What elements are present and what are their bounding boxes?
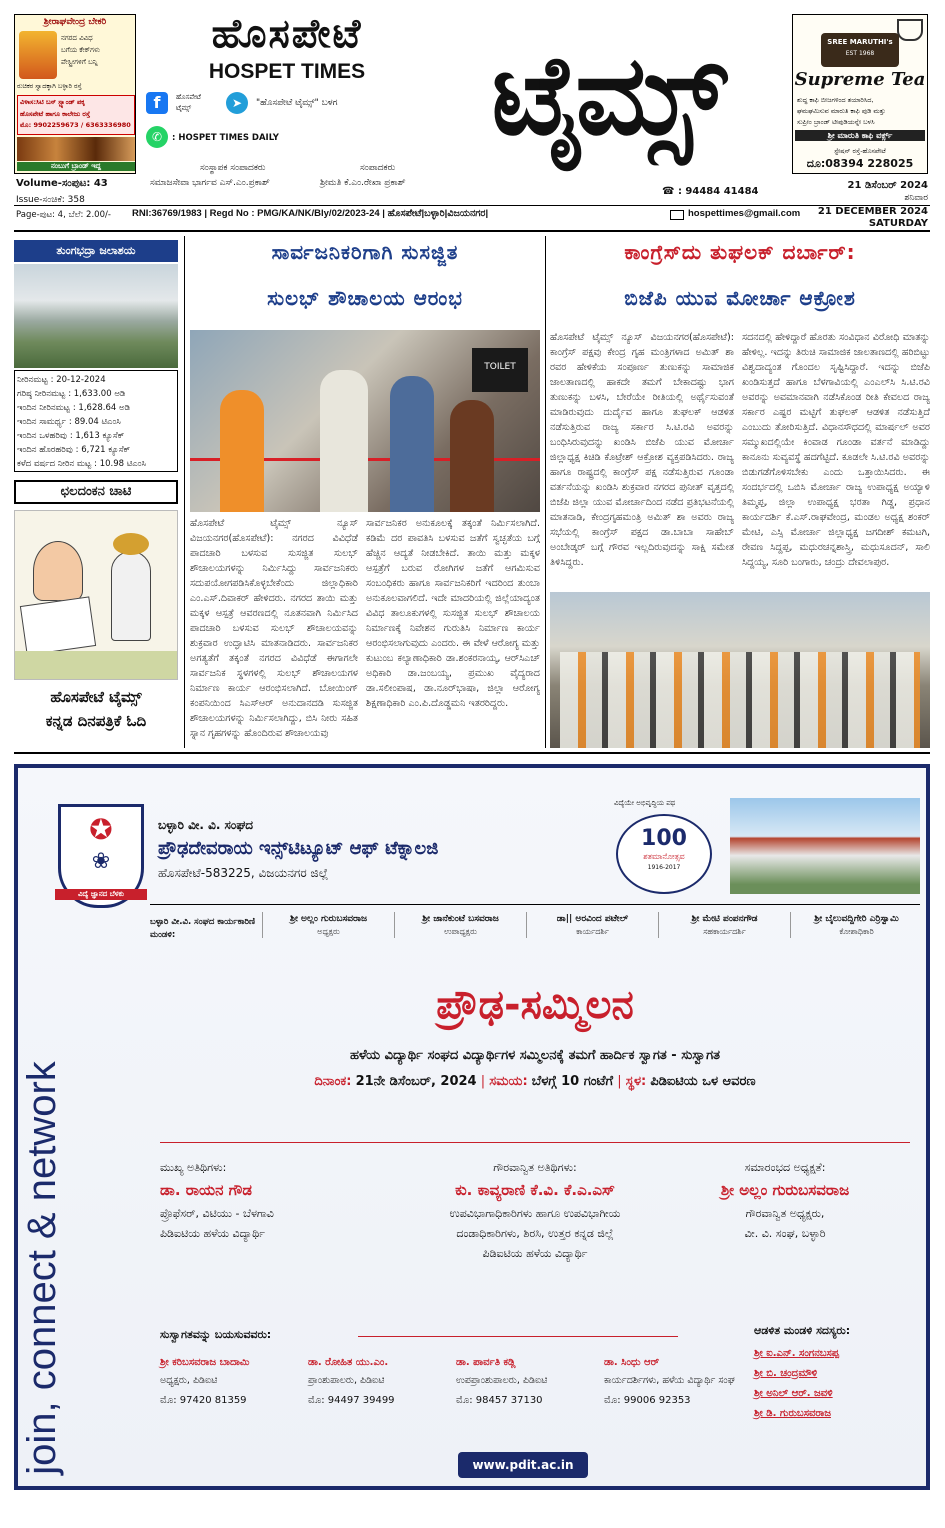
logo-motto: ವಿದ್ಯೆ ಜ್ಞಾನದ ಬೆಳಕು	[55, 889, 147, 900]
bakery-address-box	[17, 95, 135, 135]
cartoon-ground	[15, 651, 178, 680]
ad-header-rule	[150, 904, 920, 905]
cartoon-figure-right	[111, 551, 151, 641]
ad-address: ಹೊಸಪೇಟೆ-583225, ವಿಜಯನಗರ ಜಿಲ್ಲೆ	[158, 866, 329, 880]
story2-headline2: ಬಿಜೆಪಿ ಯುವ ಮೋರ್ಚಾ ಆಕ್ರೋಶ	[624, 286, 856, 310]
guest-block	[410, 1160, 660, 1264]
volume-label: Volume-ಸಂಪುಟ: 43	[16, 178, 108, 189]
college-logo	[58, 804, 144, 908]
committee-member	[262, 912, 394, 938]
bakery-phone: ಮೊ: 9902259673 / 6363336980	[20, 121, 131, 129]
phone-number: ☎ : 94484 41484	[662, 186, 759, 197]
welcomer-role: ಕಾರ್ಯದರ್ಶಿಗಳು, ಹಳೆಯ ವಿದ್ಯಾರ್ಥಿ ಸಂಘ	[604, 1375, 735, 1386]
admin-member: ಶ್ರೀ ಡಿ. ಗುರುಬಸವರಾಜ	[754, 1408, 831, 1419]
bakery-cake-image	[17, 137, 135, 161]
college-building-photo	[730, 798, 920, 894]
bakery-address1: ವಿಳಾಸ:ಸಿಟಿ ಬಸ್ ಸ್ಟ್ಯಾಂಡ್ ಪಕ್ಕ	[20, 98, 85, 106]
welcomers-label: ಸುಸ್ವಾಗತವನ್ನು ಬಯಸುವವರು:	[160, 1328, 272, 1341]
admin-member: ಶ್ರೀ ಐ.ಎನ್. ಸಂಗನಬಸಪ್ಪ	[754, 1348, 840, 1359]
place-value: ಪಿಡಿಐಟಿಯ ಒಳ ಆವರಣ	[650, 1074, 756, 1089]
centenary-badge	[616, 814, 712, 894]
welcomer-role: ಅಧ್ಯಕ್ಷರು, ಪಿಡಿಐಟಿ	[160, 1375, 218, 1386]
dam-stat-label: ಇಂದಿನ ಸಾಮರ್ಥ್ಯ	[17, 417, 66, 427]
welcomer-phone: ಮೊ: 97420 81359	[160, 1395, 247, 1406]
tea-phone: ದೂ:08394 228025	[806, 157, 914, 170]
time-label: ಸಮಯ:	[489, 1074, 528, 1089]
guest-line: ಪ್ರೊಫೆಸರ್, ವಿಟಿಯು - ಬೆಳಗಾವಿ	[160, 1207, 274, 1220]
story1-headline1: ಸಾರ್ವಜನಿಕರಿಗಾಗಿ ಸುಸಜ್ಜಿತ	[271, 240, 459, 264]
story1-photo	[190, 330, 540, 512]
committee-list	[262, 912, 922, 946]
whatsapp-label: : HOSPET TIMES DAILY	[172, 133, 279, 143]
cartoon-title: ಛಲದಂಕನ ಚಾಟಿ	[14, 480, 178, 504]
dam-stat-row	[17, 387, 175, 401]
committee-role: ಉಪಾಧ್ಯಕ್ಷರು	[444, 927, 477, 936]
story-divider	[545, 236, 546, 748]
ad-tagline: ವಿದ್ಯೆಯೇ ಅಭಿವೃದ್ಧಿಯ ಪಥ	[614, 799, 676, 807]
dam-stat-row	[17, 373, 175, 387]
facebook-icon[interactable]: f	[146, 92, 168, 114]
welcomer-name: ಡಾ. ರೋಹಿತ ಯು.ಎಂ.	[308, 1357, 389, 1368]
event-title: ಪ್ರೌಢ-ಸಮ್ಮಿಲನ	[436, 982, 634, 1028]
committee-name: ಶ್ರೀ ಬೈಲುವದ್ದಿಗೇರಿ ಎರ್ರಿಸ್ವಾಮಿ	[814, 914, 899, 924]
founder-name: ಸಮಾಜಸೇವಾ ಭಾರ್ಗವ ಎಸ್.ಎಂ.ಪ್ರಕಾಶ್	[150, 178, 270, 188]
dam-stat-row	[17, 415, 175, 429]
dam-stat-label: ಇಂದಿನ ಹೊರಹರಿವು	[17, 445, 73, 455]
dam-stat-row	[17, 401, 175, 415]
welcomer-phone: ಮೊ: 99006 92353	[604, 1395, 691, 1406]
committee-member	[790, 912, 922, 938]
toilet-sign-text: TOILET	[484, 362, 516, 372]
bakery-line3: ಪೇಸ್ಟ್ರೀಗಳಿಗೆ ಬನ್ನಿ	[61, 58, 98, 66]
dam-stat-row	[17, 443, 175, 457]
registration-line: RNI:36769/1983 | Regd No : PMG/KA/NK/Bly/02/2023-24 | ಹೊಸಪೇಟೆ|ಬಳ್ಳಾರಿ|ವಿಜಯನಗರ|	[132, 208, 489, 219]
date-english: 21 DECEMBER 2024	[817, 206, 928, 217]
dam-stat-value: : 1,628.64 ಅಡಿ	[72, 403, 130, 413]
admin-member: ಶ್ರೀ ಬಿ. ಚಂದ್ರಮೌಳಿ	[754, 1368, 818, 1379]
welcomers-rule	[358, 1336, 678, 1337]
day-kannada: ಶನಿವಾರ	[904, 193, 928, 203]
whatsapp-icon[interactable]: ✆	[146, 126, 168, 148]
dam-stat-label: ಕಳೆದ ವರ್ಷದ ನೀರಿನ ಮಟ್ಟ	[17, 459, 92, 469]
guest-line: ಉಪವಿಭಾಗಾಧಿಕಾರಿಗಳು ಹಾಗೂ ಉಪವಿಭಾಗೀಯ	[449, 1207, 621, 1220]
welcomer-phone: ಮೊ: 94497 39499	[308, 1395, 395, 1406]
ad-side-text: join, connect & network	[20, 1061, 64, 1475]
day-english: SATURDAY	[868, 218, 928, 229]
story2-photo	[550, 592, 930, 748]
welcomers-list	[160, 1354, 750, 1434]
guest-heading: ಮುಖ್ಯ ಅತಿಥಿಗಳು:	[160, 1161, 227, 1174]
committee-role: ಅಧ್ಯಕ್ಷರು	[317, 927, 340, 936]
welcomer-name: ಶ್ರೀ ಕರಿಬಸವರಾಜ ಬಾದಾಮಿ	[160, 1357, 250, 1368]
pages-label: Page-ಪುಟ: 4, ಬೆಲೆ: 2.00/-	[16, 210, 111, 220]
welcomer-name: ಡಾ. ಪಾರ್ವತಿ ಕಡ್ಲಿ	[456, 1357, 516, 1368]
kannada-name-logo: ಹೊಸಪೇಟೆ	[211, 11, 363, 57]
bakery-title: ಶ್ರೀರಾಘವೇಂದ್ರ ಬೇಕರಿ	[43, 17, 107, 27]
bakery-tag: ನಂಬುಗೆ ಬ್ರಾಂಡ್ ಇದ್ದ	[17, 162, 135, 171]
guest-heading: ಸಮಾರಂಭದ ಅಧ್ಯಕ್ಷತೆ:	[744, 1161, 826, 1174]
centenary-text: ಶತಮಾನೋತ್ಸವ	[643, 852, 685, 861]
ad-details-rule	[160, 1142, 910, 1143]
founder-label: ಸಂಸ್ಥಾಪಕ ಸಂಪಾದಕರು	[200, 163, 266, 173]
tea-line2: ಘಮಘಮಿಸುವ ಮಾರುತಿ ಕಾಫಿ ಪುಡಿ ಮತ್ತು	[797, 107, 886, 115]
social-group: "ಹೊಸಪೇಟೆ ಟೈಮ್ಸ್" ಬಳಗ	[256, 98, 338, 108]
story1-person1	[220, 390, 264, 512]
story1-column2: ಸಾರ್ವಜನಿಕರ ಅನುಕೂಲಕ್ಕೆ ತಕ್ಕಂತೆ ನಿರ್ಮಿಸಲಾಗಿದೆ. ಕಡಿಮೆ ದರ ಪಾವತಿಸಿ ಬಳಸುವ ಜತೆಗೆ ಸ್ವಚ್ಛತೆಯ ಬಗ್ಗೆ ಹೆಚ್ಚಿನ ಆದ್ಯತೆ ನೀಡಬೇಕಿದೆ. ತಾಯಿ ಮತ್ತು ಮಕ್ಕಳ ಆಸ್ಪತ್ರೆಗೆ ಬರುವ ರೋಗಿಗಳ ಜತೆಗೆ ಆಗಮಿಸುವ ಸಂಬಂಧಿಕರು ಹಾಗೂ ಸಾರ್ವಜನಿಕರಿಗೆ ಇದರಿಂದ ತುಂಬಾ ಅನುಕೂಲವಾಗಲಿದೆ. ಇದೇ ಮಾದರಿಯಲ್ಲಿ ಜಿಲ್ಲೆಯಾದ್ಯಂತ ವಿವಿಧ ತಾಲೂಕುಗಳಲ್ಲಿ ಸುಸಜ್ಜಿತ ಸುಲಭ್ ಶೌಚಾಲಯ ನಿರ್ಮಾಣಕ್ಕೆ ನಿವೇಶನ ಗುರುತಿಸಿ ನಿರ್ಮಾಣ ಕಾರ್ಯ ಆರಂಭಿಸಲಾಗುವುದು ಎಂದರು. ಈ ವೇಳೆ ಆರೋಗ್ಯ ಮತ್ತು ಕುಟುಂಬ ಕಲ್ಯಾಣಾಧಿಕಾರಿ ಡಾ.ಶಂಕರನಾಯ್ಕ, ಆರ್‌ಸಿಎಚ್ ಅಧಿಕಾರಿ ಡಾ.ಜಂಬಯ್ಯ, ಪ್ರಮುಖ ವೈದ್ಯರಾದ ಡಾ.ಸಲೀಂಪಾಷ, ಡಾ.ನೂರ್‌ಭಾಷಾ, ಜಿಲ್ಲಾ ಆರೋಗ್ಯ ಶಿಕ್ಷಣಾಧಿಕಾರಿ ಎಂ.ಪಿ.ದೊಡ್ಡಮನಿ ಇತರರಿದ್ದರು.	[366, 518, 540, 709]
guest-name: ಕು. ಕಾವ್ಯರಾಣಿ ಕೆ.ವಿ. ಕೆ.ಎ.ಎಸ್	[455, 1181, 615, 1199]
bakery-line1: ನಗರದ ವಿವಿಧ	[61, 34, 93, 42]
email-address[interactable]: hospettimes@gmail.com	[688, 208, 801, 219]
bakery-line2: ಬಗೆಯ ಕೇಕ್‌ಗಳು	[61, 46, 100, 54]
admin-label: ಆಡಳಿತ ಮಂಡಳಿ ಸದಸ್ಯರು:	[754, 1324, 851, 1337]
dam-stat-value: : 10.98 ಟಿಎಂಸಿ	[94, 459, 147, 469]
dam-stat-label: ನೀರಿನಮಟ್ಟ	[17, 375, 48, 385]
dam-stat-value: : 20-12-2024	[50, 375, 106, 385]
dam-stat-label: ಗರಿಷ್ಠ ನೀರಿನಮಟ್ಟ	[17, 389, 66, 399]
tea-est: EST 1968	[845, 50, 875, 57]
bakery-address2: ಹೊಸಪೇಟೆ ಹಾಗೂ ಕಾಲೇಜು ರಸ್ತೆ	[20, 110, 91, 118]
guest-heading: ಗೌರವಾನ್ವಿತ ಅತಿಥಿಗಳು:	[493, 1161, 577, 1174]
editor-name: ಶ್ರೀಮತಿ ಕೆ.ಎಂ.ರೇಖಾ ಪ್ರಕಾಶ್	[320, 178, 406, 188]
issue-label: Issue-ಸಂಚಿಕೆ: 358	[16, 195, 85, 205]
left-bakery-ad	[14, 14, 136, 174]
cartoon-figure-left	[33, 541, 83, 601]
dam-stat-value: : 1,633.00 ಅಡಿ	[68, 389, 126, 399]
tea-address: ಸ್ಟೇಷನ್ ರಸ್ತೆ-ಹೊಸಪೇಟೆ	[834, 147, 886, 155]
logo-lotus-icon: ❀	[91, 849, 111, 874]
committee-label: ಬಳ್ಳಾರಿ ವೀ.ವಿ. ಸಂಘದ ಕಾರ್ಯಕಾರಿಣಿ ಮಂಡಳಿ:	[150, 917, 255, 940]
right-tea-ad	[792, 14, 928, 174]
committee-member	[658, 912, 790, 938]
welcomer-block	[456, 1354, 602, 1412]
promo-line1: ಹೊಸಪೇಟೆ ಟೈಮ್ಸ್	[50, 688, 142, 706]
guest-name: ಶ್ರೀ ಅಲ್ಲಂ ಗುರುಬಸವರಾಜ	[720, 1181, 850, 1199]
dam-stat-value: : 6,721 ಕ್ಯೂಸೆಕ್	[75, 445, 131, 455]
committee-member	[394, 912, 526, 938]
centenary-years: 1916-2017	[647, 864, 681, 871]
story1-headline2: ಸುಲಭ್ ಶೌಚಾಲಯ ಆರಂಭ	[267, 286, 463, 310]
bakery-line4: ರುಚಿಕರ ಸ್ವಾದಕ್ಕಾಗಿ ಬಳ್ಳಾರಿ ರಸ್ತೆ	[17, 82, 82, 90]
welcomer-block	[604, 1354, 750, 1412]
date-kannada: 21 ಡಿಸೆಂಬರ್ 2024	[847, 180, 928, 191]
event-details	[150, 1074, 920, 1089]
editor-label: ಸಂಪಾದಕರು	[360, 163, 396, 173]
committee-name: ಶ್ರೀ ಅಲ್ಲಂ ಗುರುಬಸವರಾಜ	[290, 914, 367, 924]
guest-block	[660, 1160, 910, 1244]
tea-cup-icon	[897, 19, 923, 41]
email-icon	[670, 210, 684, 220]
committee-role: ಕಾರ್ಯದರ್ಶಿ	[576, 927, 609, 936]
welcomer-block	[308, 1354, 454, 1412]
news-bottom-rule	[14, 752, 930, 754]
admin-member: ಶ್ರೀ ಅನಿಲ್ ಆರ್. ಜವಳಿ	[754, 1388, 833, 1399]
committee-role: ಕೋಶಾಧಿಕಾರಿ	[839, 927, 874, 936]
dam-photo	[14, 264, 178, 368]
story2-column1: ಹೊಸಪೇಟೆ ಟೈಮ್ಸ್ ನ್ಯೂಸ್ ವಿಜಯನಗರ(ಹೊಸಪೇಟೆ): ಕಾಂಗ್ರೆಸ್ ಪಕ್ಷವು ಕೇಂದ್ರ ಗೃಹ ಮಂತ್ರಿಗಳಾದ ಅಮಿತ್ ಶಾ ರವರ ಹೇಳಿಕೆಯ ಸಂಪೂರ್ಣ ತುಣುಕನ್ನು ಸಾಮಾಜಿಕ ಜಾಲತಾಣದಲ್ಲಿ ಹಾಕದೇ ತಮಗೆ ಬೇಕಾದಷ್ಟು ಭಾಗ ತುಣುಕನ್ನು ಬಳಸಿ, ಬೇರೆಯೇ ರೀತಿಯಲ್ಲಿ ಅರ್ಥೈಸುವಂತೆ ಮಾಡಿರುವುದು ದುರ್ದೈವ ಹಾಗೂ ತುಘಲಕ್ ಆಡಳಿತ ನಡೆಸುತ್ತಿರುವ ರಾಜ್ಯ ಸರ್ಕಾರ ಸಿ.ಟಿ.ರವಿ ಅವರನ್ನು ಬಂಧಿಸಿರುವುದನ್ನು ಖಂಡಿಸಿ ಬಿಜೆಪಿ ಯುವ ಮೋರ್ಚಾ ಜಿಲ್ಲಾಧ್ಯಕ್ಷ ಕಿಚಿಡಿ ಕೊಟ್ರೇಶ್ ಆಕ್ರೋಶ ವ್ಯಕ್ತಪಡಿಸಿದರು. ರಾಜ್ಯ ಹಾಗೂ ರಾಷ್ಟ್ರದಲ್ಲಿ ಕಾಂಗ್ರೆಸ್ ಪಕ್ಷ ನಡೆಸುತ್ತಿರುವ ಗೂಂಡಾ ವರ್ತನೆಯನ್ನು ಖಂಡಿಸಿ ಶುಕ್ರವಾರ ನಗರದ ಪುನೀತ್ ವೃತ್ತದಲ್ಲಿ ಬಿಜೆಪಿ ಜಿಲ್ಲಾ ಯುವ ಮೋರ್ಚಾದಿಂದ ನಡೆದ ಪ್ರತಿಭಟನೆಯಲ್ಲಿ ಮಾತನಾಡಿ, ಕೇಂದ್ರಗೃಹಮಂತ್ರಿ ಅಮಿತ್ ಶಾ ಅವರು ರಾಜ್ಯ ಸಭೆಯಲ್ಲಿ ಕಾಂಗ್ರೆಸ್ ಪಕ್ಷದ ಡಾ.ಬಾಬಾ ಸಾಹೇಬ್ ಅಂಬೇಡ್ಕರ್ ಬಗ್ಗೆ ಗೌರವ ಇಲ್ಲದಿರುವುದನ್ನು ಸಾಕ್ಷಿ ಸಮೇತ ತಿಳಿಸಿದ್ದರು.	[550, 332, 734, 568]
welcomer-name: ಡಾ. ಸಿಂಧು ಆರ್	[604, 1357, 660, 1368]
masthead-bottom-rule	[14, 230, 930, 232]
guest-line: ದಂಡಾಧಿಕಾರಿಗಳು, ಶಿರಸಿ, ಉತ್ತರ ಕನ್ನಡ ಜಿಲ್ಲೆ	[456, 1227, 614, 1240]
welcomer-role: ಪ್ರಾಂಶುಪಾಲರು, ಪಿಡಿಐಟಿ	[308, 1375, 385, 1386]
place-label: ಸ್ಥಳ:	[625, 1074, 647, 1089]
admin-list	[754, 1344, 924, 1434]
dam-stat-value: : 89.04 ಟಿಎಂಸಿ	[68, 417, 121, 427]
welcomer-phone: ಮೊ: 98457 37130	[456, 1395, 543, 1406]
story1-column1: ಹೊಸಪೇಟೆ ಟೈಮ್ಸ್ ನ್ಯೂಸ್ ವಿಜಯನಗರ(ಹೊಸಪೇಟೆ): ನಗರದ ವಿವಿಧೆಡೆ ಪಾದಚಾರಿ ಬಳಸುವ ಸುಸಜ್ಜಿತ ಸುಲಭ್ ಶೌಚಾಲಯಗಳನ್ನು ನಿರ್ಮಿಸಿದ್ದು ಸಾರ್ವಜನಿಕರು ಸದುಪಯೋಗಪಡಿಸಿಕೊಳ್ಳಬೇಕೆಂದು ಜಿಲ್ಲಾಧಿಕಾರಿ ಎಂ.ಎಸ್.ದಿವಾಕರ್ ಹೇಳಿದರು. ನಗರದ ತಾಯಿ ಮತ್ತು ಮಕ್ಕಳ ಆಸ್ಪತ್ರೆ ಆವರಣದಲ್ಲಿ ನೂತನವಾಗಿ ನಿರ್ಮಿಸಿದ ಪಾದಚಾರಿ ಬಳಸುವ ಸುಲಭ್ ಶೌಚಾಲಯವನ್ನು ಶುಕ್ರವಾರ ಉದ್ಘಾಟಿಸಿ ಮಾತನಾಡಿದರು. ಸಾರ್ವಜನಿಕರ ಅಗತ್ಯತೆಗೆ ತಕ್ಕಂತೆ ನಗರದ ವಿವಿಧೆಡೆ ಈಗಾಗಲೇ ಸಾರ್ವಜನಿಕ ಸ್ಥಳಗಳಲ್ಲಿ ಸುಲಭ್ ಶೌಚಾಲಯಗಳ ನಿರ್ಮಾಣ ಕಾರ್ಯ ಆರಂಭಿಸಲಾಗಿದೆ. ಬೋಯಿಂಗ್ ಕಂಪನಿಯಿಂದ ಸಿಎಸ್‌ಆರ್ ಅನುದಾನದಡಿ ಸುಸಜ್ಜಿತ ಶೌಚಾಲಯಗಳನ್ನು ನಿರ್ಮಿಸಲಾಗಿದ್ದು, ಬಿಸಿ ನೀರು ಸಹಿತ ಸ್ನಾನ ಗೃಹಗಳನ್ನು ಹೊಂದಿರುವ ಶೌಚಾಲಯವು	[190, 518, 358, 739]
times-logo: ಟೈಮ್ಸ್	[491, 31, 723, 159]
cartoon-image	[14, 510, 178, 680]
sidebar-rule	[184, 236, 185, 748]
story2-headline1: ಕಾಂಗ್ರೆಸ್‌ದು ತುಘಲಕ್ ದರ್ಬಾರ್:	[624, 240, 856, 264]
date-value: 21ನೇ ಡಿಸೆಂಬರ್, 2024	[355, 1074, 477, 1089]
guests-list	[160, 1160, 910, 1320]
guest-line: ಪಿಡಿಐಟಿಯ ಹಳೆಯ ವಿದ್ಯಾರ್ಥಿ	[482, 1247, 588, 1260]
guest-line: ಪಿಡಿಐಟಿಯ ಹಳೆಯ ವಿದ್ಯಾರ್ಥಿ	[160, 1227, 265, 1240]
date-label: ದಿನಾಂಕ:	[314, 1074, 352, 1089]
masthead-rule	[14, 205, 930, 206]
website-badge[interactable]: www.pdit.ac.in	[458, 1452, 588, 1478]
college-ad	[14, 764, 930, 1490]
dam-title: ತುಂಗಭದ್ರಾ ಜಲಾಶಯ	[14, 240, 178, 262]
separator-2: |	[617, 1074, 626, 1089]
story1-person2	[320, 370, 368, 512]
tea-brand-badge	[821, 33, 899, 67]
dam-stats-list	[17, 373, 175, 471]
bakery-deity-image	[19, 31, 57, 79]
ad-org-line: ಬಳ್ಳಾರಿ ವೀ. ವಿ. ಸಂಘದ	[158, 818, 254, 832]
welcomer-role: ಉಪಪ್ರಾಂಶುಪಾಲರು, ಪಿಡಿಐಟಿ	[456, 1375, 548, 1386]
committee-role: ಸಹಕಾರ್ಯದರ್ಶಿ	[703, 927, 746, 936]
separator-1: |	[480, 1074, 490, 1089]
guest-line: ಗೌರವಾನ್ವಿತ ಅಧ್ಯಕ್ಷರು,	[745, 1207, 825, 1220]
dam-stat-row	[17, 457, 175, 471]
ad-institute-name: ಪ್ರೌಢದೇವರಾಯ ಇನ್ಸ್‌ಟಿಟ್ಯೂಟ್ ಆಫ್ ಟೆಕ್ನಾಲಜಿ	[158, 838, 439, 859]
dam-stat-value: : 1,613 ಕ್ಯೂಸೆಕ್	[69, 431, 125, 441]
centenary-number: 100	[641, 826, 687, 851]
event-welcome: ಹಳೆಯ ವಿದ್ಯಾರ್ಥಿ ಸಂಘದ ವಿದ್ಯಾರ್ಥಿಗಳ ಸಮ್ಮಿಲನಕ್ಕೆ ತಮಗೆ ಹಾರ್ದಿಕ ಸ್ವಾಗತ - ಸುಸ್ವಾಗತ	[350, 1048, 720, 1063]
english-name: HOSPET TIMES	[208, 60, 366, 83]
telegram-icon[interactable]: ➤	[226, 92, 248, 114]
guest-name: ಡಾ. ರಾಯನ ಗೌಡ	[160, 1181, 252, 1199]
story1-person3	[390, 376, 434, 512]
dam-stat-label: ಇಂದಿನ ಒಳಹರಿವು	[17, 431, 67, 441]
committee-name: ಶ್ರೀ ಜಾನೆಕುಂಟೆ ಬಸವರಾಜ	[422, 914, 499, 924]
promo-line2: ಕನ್ನಡ ದಿನಪತ್ರಿಕೆ ಓದಿ	[45, 712, 147, 730]
tea-brand: SREE MARUTHI's	[827, 38, 893, 46]
guest-line: ವೀ. ವಿ. ಸಂಘ, ಬಳ್ಳಾರಿ	[744, 1227, 826, 1240]
tea-line3: ಸುಪ್ರೀಂ ಬ್ರಾಂಡ್ ಟೀಪುಡಿಯನ್ನೇ ಬಳಸಿ	[797, 118, 875, 126]
tea-product: Supreme Tea	[794, 69, 926, 90]
logo-star-icon: ✪	[89, 813, 113, 846]
time-value: ಬೆಳಗ್ಗೆ 10 ಗಂಟೆಗೆ	[531, 1074, 614, 1089]
cartoon-turban	[113, 533, 149, 555]
committee-name: ಶ್ರೀ ಮೇಟಿ ಪಂಪನಗೌಡ	[691, 914, 758, 924]
cartoon-newspaper	[20, 596, 96, 655]
welcomer-block	[160, 1354, 306, 1412]
dam-stat-row	[17, 429, 175, 443]
tea-line1: ಶುದ್ಧ ಕಾಫಿ ಬೀಜಗಳಿಂದ ತಯಾರಿಸಿದ,	[797, 96, 874, 104]
dam-stat-label: ಇಂದಿನ ನೀರಿನಮಟ್ಟ	[17, 403, 70, 413]
tea-shop: ಶ್ರೀ ಮಾರುತಿ ಕಾಫಿ ವರ್ಕ್ಸ್	[795, 130, 925, 141]
story1-person4	[450, 400, 494, 512]
story2-crowd	[560, 652, 920, 748]
facebook-label: ಹೊಸಪೇಟೆ ಟೈಮ್ಸ್	[176, 93, 201, 112]
guest-block	[160, 1160, 410, 1244]
dam-stats	[14, 370, 178, 472]
story1-photo-sign	[472, 348, 528, 392]
story2-column2: ಸದನದಲ್ಲಿ ಹೇಳಿದ್ದಾರೆ ಹೊರತು ಸಂವಿಧಾನ ವಿರೋಧಿ ಮಾತನ್ನು ಹೇಳಿಲ್ಲ. ಇದನ್ನು ತಿರುಚಿ ಸಾಮಾಜಿಕ ಜಾಲತಾಣದಲ್ಲಿ ಹರಿಬಿಟ್ಟು ವಿಶ್ವದಾದ್ಯಂತ ಗೊಂದಲ ಸೃಷ್ಟಿಸಿದ್ದಾರೆ. ಇದನ್ನು ಬಿಜೆಪಿ ಖಂಡಿಸುತ್ತದೆ ಹಾಗೂ ಬೆಳಗಾವಿಯಲ್ಲಿ ಎಂಎಲ್‌ಸಿ ಸಿ.ಟಿ.ರವಿ ಅವರನ್ನು ಅವಮಾನವಾಗಿ ನಡೆಸಿಕೊಂಡ ರೀತಿ ಕೇವಲದ ರಾಜ್ಯ ಸರ್ಕಾರ ಎಷ್ಟರ ಮಟ್ಟಿಗೆ ತುಘಲಕ್ ಆಡಳಿತ ನಡೆಸುತ್ತಿದೆ ಎಂಬುದು ತೋರಿಸುತ್ತಿದೆ. ವಿಧಾನಸೌಧದಲ್ಲಿ ಮಾರ್ಷಲ್ ಅವರ ಸಮ್ಮುಖದಲ್ಲಿಯೇ ಕಿಂವಾಡ ಗೂಂಡಾ ವರ್ತನೆ ಮಾಡಿದ್ದು ಕಾನೂನು ಸುವ್ಯವಸ್ಥೆ ಹದಗೆಟ್ಟಿದೆ. ಕೂಡಲೇ ಸಿ.ಟಿ.ರವಿ ಅವರನ್ನು ಬಿಡುಗಡೆಗೊಳಿಸಬೇಕು ಎಂದು ಒತ್ತಾಯಿಸಿದರು. ಈ ಸಂದರ್ಭದಲ್ಲಿ ಒಬಿಸಿ ಮೋರ್ಚಾ ರಾಜ್ಯ ಉಪಾಧ್ಯಕ್ಷ ಅಯ್ಯಾಳಿ ತಿಮ್ಮಪ್ಪ, ಜಿಲ್ಲಾ ಉಪಾಧ್ಯಕ್ಷ ಭರತಾ ಗಿಡ್ಡ, ಪ್ರಧಾನ ಕಾರ್ಯದರ್ಶಿ ಕೆ.ಎಸ್.ರಾಘವೇಂದ್ರ, ಮಂಡಲ ಅಧ್ಯಕ್ಷ ಶಂಕರ್ ಮೇಟಿ, ಎಸ್ಸಿ ಮೋರ್ಚಾ ಜಿಲ್ಲಾಧ್ಯಕ್ಷ ಜಗದೀಶ್ ಕಮಟಗಿ, ರೇವಣ ಸಿದ್ದಪ್ಪ, ಮಧುರಚನ್ನಶಾಸ್ತ್ರಿ, ಮಧುಸೂದನ್, ಸಾಲಿ ಸಿದ್ದಯ್ಯ, ಸೂರಿ ಬಂಗಾರು, ಚಂದ್ರು ದೇವಲಾಪುರ.	[742, 332, 930, 568]
committee-member	[526, 912, 658, 938]
committee-name: ಡಾ|| ಅರವಿಂದ ಪಟೇಲ್	[556, 914, 629, 924]
